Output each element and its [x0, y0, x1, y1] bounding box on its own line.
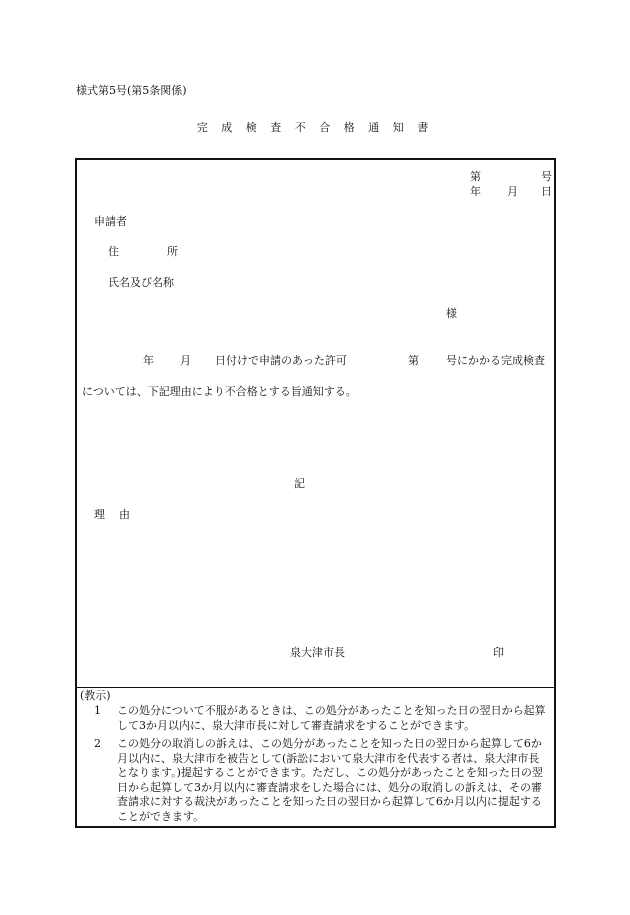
doc-number-prefix: 第 [470, 170, 481, 183]
applicant-label: 申請者 [94, 215, 127, 228]
body-text-2: 号にかかる完成検査 [446, 354, 545, 367]
name-label: 氏名及び名称 [108, 276, 174, 289]
address-label-1: 住 [108, 245, 119, 258]
reason-label-2: 由 [119, 508, 130, 521]
form-reference: 様式第5号(第5条関係) [76, 84, 187, 97]
seal-mark: 印 [493, 646, 504, 659]
address-label-2: 所 [167, 245, 178, 258]
notice-item-1-text: この処分について不服があるときは、この処分があったことを知った日の翌日から起算して3か月以内に、泉大津市長に対して審査請求をすることができます。 [117, 704, 546, 732]
date-month: 月 [507, 185, 518, 198]
honorific: 様 [446, 307, 457, 320]
date-day: 日 [541, 185, 552, 198]
notice-divider [77, 687, 554, 688]
notice-item-2-text: この処分の取消しの訴えは、この処分があったことを知った日の翌日から起算して6か月以内に、泉大津市を被告として(訴訟において泉大津市を代表する者は、泉大津市長となります。)提起することができます。ただし、この処分があったことを知った日の翌日から起算して3か月以内に審査請求をした場合には、処分の取消しの訴えは、その審査請求に対する裁決があったことを知った日の翌日から起算して6か月以内に提起することができます。 [117, 737, 543, 823]
doc-number-suffix: 号 [541, 170, 552, 183]
notice-item-1-number: 1 [94, 704, 101, 717]
notice-item-1 [94, 704, 547, 733]
body-text-1: 日付けで申請のあった許可 [215, 354, 347, 367]
notice-header: (教示) [80, 689, 111, 702]
body-month: 月 [180, 354, 191, 367]
record-mark: 記 [294, 477, 305, 490]
issuer-name: 泉大津市長 [290, 646, 345, 659]
reason-label-1: 理 [94, 508, 105, 521]
body-number-prefix: 第 [408, 354, 419, 367]
notice-item-2-number: 2 [94, 737, 101, 750]
date-year: 年 [470, 185, 481, 198]
document-title: 完 成 検 査 不 合 格 通 知 書 [196, 121, 434, 134]
form-frame [75, 158, 556, 828]
body-year: 年 [143, 354, 154, 367]
body-line-2: については、下記理由により不合格とする旨通知する。 [82, 385, 357, 398]
notice-item-2 [94, 737, 547, 824]
